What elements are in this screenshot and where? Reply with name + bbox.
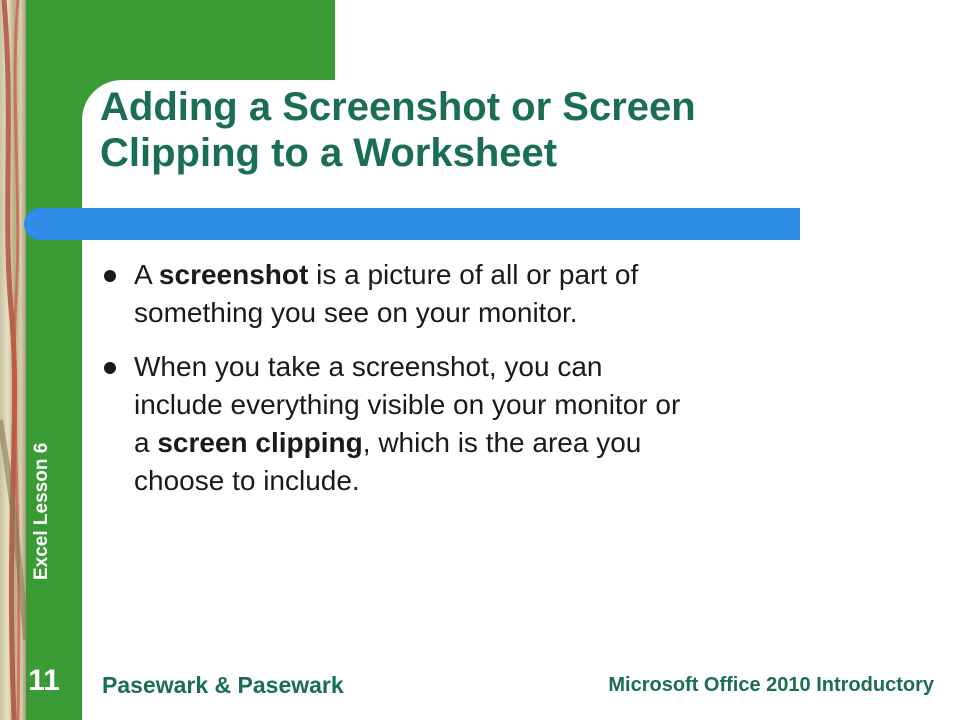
term-screen-clipping: screen clipping: [157, 427, 363, 458]
bullet-item: [100, 256, 880, 332]
green-side-band: [26, 0, 82, 720]
title-line: Adding a Screenshot or Screen: [100, 85, 696, 129]
footer-authors: Pasewark & Pasewark: [102, 672, 344, 698]
decorative-side-image: [0, 0, 26, 720]
bullet-item: [100, 348, 880, 500]
title-line: Clipping to a Worksheet: [100, 131, 558, 175]
decorative-image-art: [0, 0, 26, 720]
footer-course: Microsoft Office 2010 Introductory: [608, 674, 934, 696]
bullet-line: A screenshot is a picture of all or part of: [134, 259, 639, 290]
lesson-label: Excel Lesson 6: [31, 442, 52, 580]
page-number: 11: [28, 664, 60, 697]
green-top-block: [82, 0, 335, 80]
bullet-line: something you see on your monitor.: [134, 297, 578, 328]
bullet-line: include everything visible on your monitor or: [134, 389, 681, 420]
bullet-line: choose to include.: [134, 465, 360, 496]
bullet-line: a screen clipping, which is the area you: [134, 427, 642, 458]
slide-title: [100, 84, 860, 176]
bullet-dot-icon: [104, 362, 116, 374]
title-divider-bar: [24, 208, 800, 240]
term-screenshot: screenshot: [158, 259, 309, 290]
bullet-dot-icon: [104, 270, 116, 282]
bullet-list: [100, 256, 880, 516]
bullet-line: When you take a screenshot, you can: [134, 351, 603, 382]
